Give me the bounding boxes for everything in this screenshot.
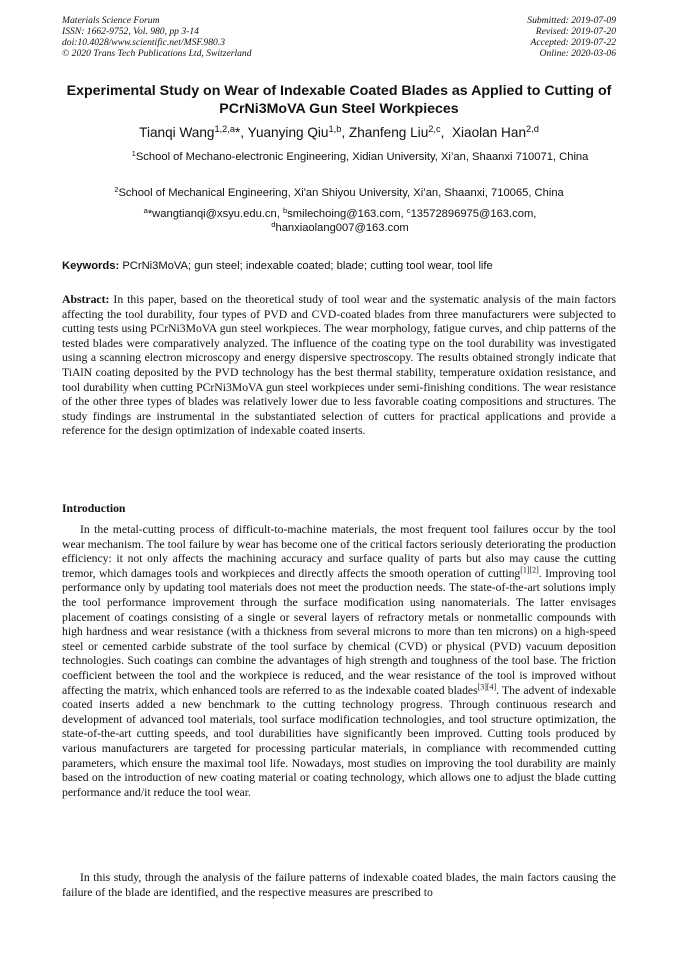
paragraph-text: . The advent of indexable coated inserts added a new benchmark to the cutting technology progress. Through continuous research and development of advanced tool materials, tool surface modification technologies, and tool structure optimization, the state-of-the-art cutting speeds, and tool durabilities have significantly been improved. Cutting tools produced by various manufacturers are targeted for processing particular materials, in compliance with recommended cutting parameters, which ensure the maximal tool life. Nowadays, most studies on improving the tool durability are mainly based on the introduction of new coating material or coating technology, which allows one to adjust the blade cutting performance and/it reduce the tool wear. (62, 683, 617, 799)
author-separator: , (440, 125, 445, 140)
paragraph-text: . Improving tool performance only by updating tool materials does not meet the production needs. The state-of-the-art solutions imply the tool performance improvement through the surface modification using nanomaterials. The latter envisages placement of coatings consisting of a single or several layers of refractory metals or nonmetallic compounds with high hardness and wear resistance (with a thickness from several microns to more than ten microns) on a high-speed steel or cemented carbide substrate of the tool surface by chemical (CVD) or physical (PVD) vacuum deposition technologies. Such coatings can combine the advantages of high strength and toughness of the tool base. The friction coefficient between the tool and the workpiece is reduced, and the wear resistance of the tool is improved without affecting the matrix, which enhanced tools are referred to as the indexable coated blades (62, 566, 616, 697)
email-link[interactable]: *wangtianqi@xsyu.edu.cn, (147, 208, 280, 220)
author-list (62, 124, 616, 142)
abstract (62, 293, 616, 439)
paragraph-text: In the metal-cutting process of difficult-to-machine materials, the most frequent tool failures occur by the tool wear mechanism. The tool failure by wear has become one of the critical factors seriously deteriorating the production efficiency: it not only affects the machining accuracy and surface quality of parts but also may cause the cutting tremor, which damages tools and workpieces and directly affects the smooth operation of cutting (62, 523, 616, 580)
citation-ref[interactable]: [1][2] (520, 565, 539, 575)
issn-line: ISSN: 1662-9752, Vol. 980, pp 3-14 (62, 26, 199, 37)
author-separator: *, (235, 125, 245, 140)
paper-title: Experimental Study on Wear of Indexable Coated Blades as Applied to Cutting of PCrNi3MoVA Gun Steel Workpieces (66, 83, 612, 117)
online-date: Online: 2020-03-06 (539, 48, 616, 59)
author-name: Yuanying Qiu (247, 125, 329, 140)
email-mark: c (406, 205, 411, 215)
copyright-line: © 2020 Trans Tech Publications Ltd, Switzerland (62, 48, 252, 59)
author-affil-mark: 2,d (526, 123, 539, 134)
affiliation-mark: 2 (114, 184, 119, 194)
abstract-label: Abstract: (62, 293, 110, 306)
keywords-label: Keywords: (62, 260, 120, 272)
author-emails (100, 207, 580, 235)
email-mark: b (282, 205, 288, 215)
affiliation-1 (100, 150, 620, 165)
email-link[interactable]: hanxiaolang007@163.com (275, 222, 409, 234)
revised-date: Revised: 2019-07-20 (535, 26, 616, 37)
accepted-date: Accepted: 2019-07-22 (530, 37, 616, 48)
author-name: Tianqi Wang (139, 125, 215, 140)
affiliation-mark: 1 (131, 148, 136, 158)
author-affil-mark: 2,c (428, 123, 441, 134)
abstract-text: In this paper, based on the theoretical study of tool wear and the systematic analysis of the main factors affecting the tool durability, four types of PVD and CVD-coated blades from three manufacturers were subjected to cutting tests using PCrNi3MoVA gun steel workpieces. The wear morphology, fatigue curves, and chip patterns of the tested blades were comparatively analyzed. The influence of the coating type on the tool durability was investigated using a scanning electron microscopy and energy dispersive spectroscopy. The results obtained strongly indicate that TiAlN coating deposited by the PVD technology has the best thermal stability, temperature oxidation resistance, and tool durability when cutting PCrNi3MoVA gun steel workpieces under semi-finishing conditions. The wear resistance of the other three types of blades was relatively lower due to less favorable coating compositions and structures. The study findings are instrumental in the substantiated selection of cutters for practical applications and provide a reference for the design optimization of indexable coated inserts. (62, 293, 617, 438)
submission-dates (527, 15, 616, 59)
email-mark: d (271, 219, 276, 229)
keywords (62, 259, 616, 273)
email-link[interactable]: smilechoing@163.com, (287, 208, 404, 220)
affiliation-2 (62, 186, 616, 201)
intro-paragraph-1 (62, 523, 616, 800)
email-mark: a (143, 205, 148, 215)
affiliation-text: School of Mechano-electronic Engineering, Xidian University, Xi’an, Shaanxi 710071, China (135, 151, 589, 163)
journal-name: Materials Science Forum (62, 15, 160, 26)
journal-info (62, 15, 252, 59)
author-affil-mark: 1,b (328, 123, 342, 134)
keywords-text: PCrNi3MoVA; gun steel; indexable coated; blade; cutting tool wear, tool life (122, 260, 493, 272)
section-heading-introduction: Introduction (62, 502, 126, 515)
intro-paragraph-2: In this study, through the analysis of the failure patterns of indexable coated blades, the main factors causing the failure of the blade are identified, and the respective measures are prescribed to (62, 871, 616, 899)
email-link[interactable]: 13572896975@163.com, (410, 208, 537, 220)
affiliation-text: School of Mechanical Engineering, Xi'an Shiyou University, Xi’an, Shaanxi, 710065, China (118, 187, 564, 199)
author-name: Zhanfeng Liu (348, 125, 429, 140)
author-name: Xiaolan Han (451, 125, 526, 140)
author-affil-mark: 1,2,a (214, 123, 236, 134)
author-separator: , (341, 125, 346, 140)
doi-line[interactable]: doi:10.4028/www.scientific.net/MSF.980.3 (62, 37, 225, 48)
citation-ref[interactable]: [3][4] (477, 682, 497, 692)
submitted-date: Submitted: 2019-07-09 (527, 15, 616, 26)
